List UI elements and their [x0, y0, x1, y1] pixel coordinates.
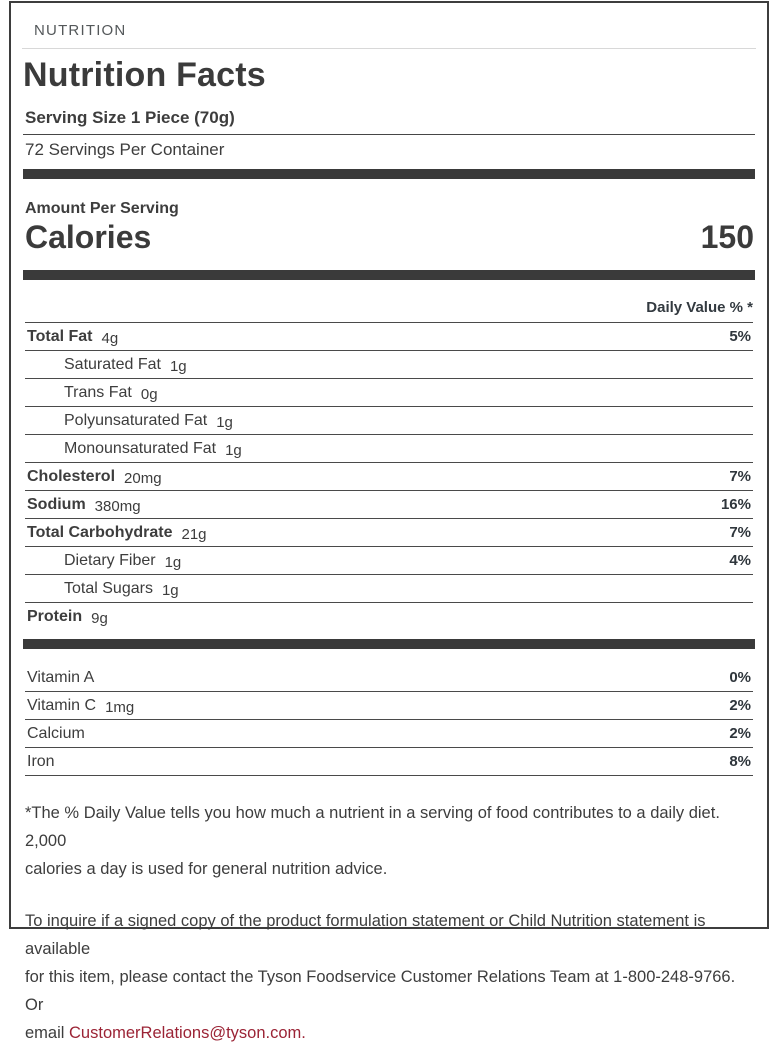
nutrient-dv: 4%: [729, 552, 751, 569]
nutrient-row: [25, 463, 753, 491]
nutrient-dv: 5%: [729, 328, 751, 345]
nutrient-amount: 1g: [161, 582, 179, 599]
contact-line: To inquire if a signed copy of the product formulation statement or Child Nutrition statement is available: [25, 912, 706, 958]
nutrient-amount: 1g: [225, 442, 242, 459]
nutrient-label: [27, 379, 158, 406]
nutrient-label: [27, 603, 108, 630]
header-divider: [22, 48, 756, 49]
separator-bar-bottom: [23, 639, 755, 649]
nutrient-name: Polyunsaturated Fat: [64, 412, 208, 429]
nutrient-row: [25, 519, 753, 547]
calories-value: 150: [700, 219, 754, 255]
calories-row: [25, 219, 754, 256]
nutrient-row: [25, 603, 753, 630]
page-title: Nutrition Facts: [23, 56, 266, 94]
vitamins-table: [25, 664, 753, 776]
vitamin-name: Vitamin A: [27, 669, 95, 686]
daily-value-header: Daily Value % *: [646, 299, 753, 316]
customer-relations-email-link[interactable]: CustomerRelations@tyson.com: [69, 1024, 302, 1042]
contact-paragraph: [25, 907, 754, 1047]
nutrient-label: [27, 547, 181, 574]
vitamin-label: [27, 748, 64, 775]
vitamin-row: [25, 664, 753, 692]
nutrient-label: [27, 519, 207, 546]
nutrient-name: Cholesterol: [27, 468, 116, 485]
nutrient-label: [27, 407, 233, 434]
vitamin-row: [25, 720, 753, 748]
serving-divider: [23, 134, 755, 135]
separator-bar-top: [23, 169, 755, 179]
vitamin-amount: 1mg: [105, 699, 135, 716]
vitamin-name: Vitamin C: [27, 697, 97, 714]
nutrient-name: Sodium: [27, 496, 86, 513]
nutrient-name: Dietary Fiber: [64, 552, 156, 569]
nutrient-row: [25, 435, 753, 463]
nutrient-row: [25, 379, 753, 407]
vitamin-name: Iron: [27, 753, 55, 770]
nutrient-name: Trans Fat: [64, 384, 132, 401]
nutrient-dv: 16%: [720, 496, 751, 513]
vitamin-row: [25, 748, 753, 776]
nutrient-label: [27, 323, 118, 350]
nutrient-name: Saturated Fat: [64, 356, 161, 373]
serving-size-label: Serving Size 1 Piece (70g): [25, 108, 235, 127]
nutrient-name: Total Carbohydrate: [27, 524, 173, 541]
daily-value-footnote: [25, 799, 754, 883]
nutrient-amount: 20mg: [124, 470, 162, 487]
nutrient-amount: 21g: [181, 526, 207, 543]
nutrition-panel: [9, 1, 769, 1042]
nutrient-amount: 1g: [169, 358, 187, 375]
nutrient-table: [25, 322, 753, 630]
nutrient-row: [25, 407, 753, 435]
nutrient-amount: 0g: [140, 386, 158, 403]
vitamin-row: [25, 692, 753, 720]
vitamin-dv: 8%: [729, 753, 751, 770]
nutrient-name: Total Fat: [27, 328, 93, 345]
nutrient-amount: 9g: [91, 610, 108, 627]
nutrient-row: [25, 323, 753, 351]
nutrient-amount: 380mg: [94, 498, 141, 515]
nutrient-name: Monounsaturated Fat: [64, 440, 217, 457]
section-header-nutrition: NUTRITION: [34, 22, 127, 39]
contact-email-prefix: email: [25, 1024, 70, 1042]
calories-label: Calories: [25, 219, 152, 255]
amount-per-serving-label: Amount Per Serving: [25, 200, 179, 217]
servings-per-container: 72 Servings Per Container: [25, 140, 225, 159]
vitamin-dv: 2%: [729, 725, 751, 742]
nutrient-label: [27, 463, 162, 490]
footnote-line: *The % Daily Value tells you how much a nutrient in a serving of food contributes to a daily diet. 2,000: [25, 804, 720, 850]
nutrient-amount: 4g: [101, 330, 119, 347]
nutrient-row: [25, 547, 753, 575]
nutrient-row: [25, 351, 753, 379]
nutrient-label: [27, 435, 242, 462]
nutrient-amount: 1g: [164, 554, 182, 571]
vitamin-dv: 2%: [729, 697, 751, 714]
vitamin-dv: 0%: [729, 669, 751, 686]
nutrient-label: [27, 491, 141, 518]
nutrient-name: Protein: [27, 608, 83, 625]
contact-email-suffix: .: [301, 1024, 306, 1042]
nutrient-label: [27, 575, 179, 602]
footnote-line: calories a day is used for general nutrition advice.: [25, 860, 388, 878]
nutrient-dv: 7%: [729, 524, 751, 541]
nutrient-dv: 7%: [729, 468, 751, 485]
vitamin-label: [27, 664, 103, 691]
vitamin-label: [27, 692, 134, 719]
nutrient-name: Total Sugars: [64, 580, 153, 597]
nutrient-row: [25, 491, 753, 519]
nutrient-amount: 1g: [216, 414, 233, 431]
contact-line: [25, 1019, 754, 1047]
vitamin-label: [27, 720, 94, 747]
vitamin-name: Calcium: [27, 725, 85, 742]
separator-bar-middle: [23, 270, 755, 280]
nutrient-label: [27, 351, 187, 378]
nutrient-row: [25, 575, 753, 603]
contact-line: for this item, please contact the Tyson Foodservice Customer Relations Team at 1-800-248-9766. Or: [25, 968, 736, 1014]
